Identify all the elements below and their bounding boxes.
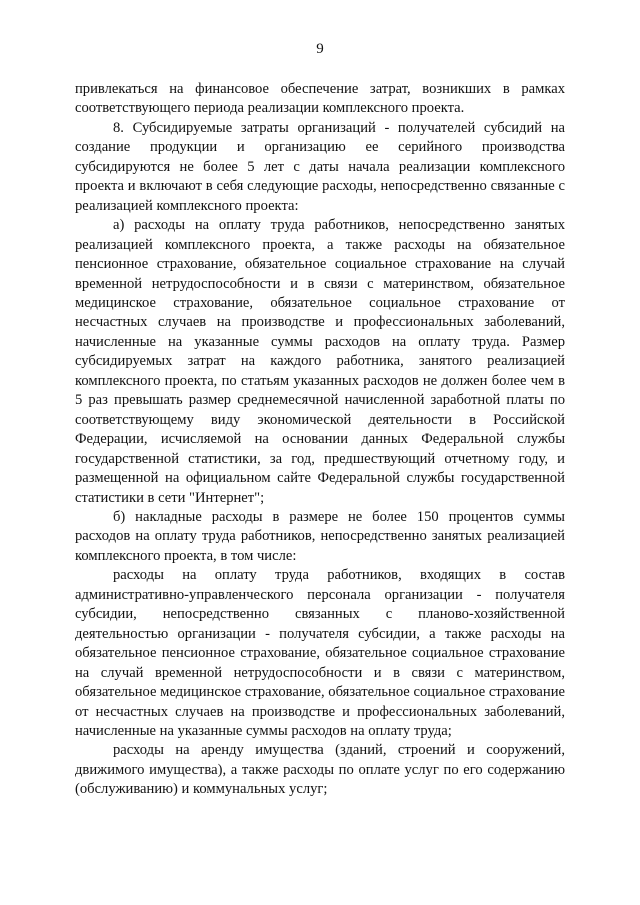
paragraph-rent-costs: расходы на аренду имущества (зданий, строений и сооружений, движимого имущества), а также расходы по оплате услуг по его содержанию (обслуживанию) и коммунальных услуг; [75, 742, 565, 798]
paragraph-subitem-a: а) расходы на оплату труда работников, непосредственно занятых реализацией комплексного проекта, а также расходы на обязательное пенсионное страхование, обязательное социальное страхование на случай временной нетрудоспособности и в связи с материнством, обязательное медицинское страхование, обязательное социальное страхование от несчастных случаев на производстве и профессиональных заболеваний, начисленные на указанные суммы расходов на оплату труда. Размер субсидируемых затрат на каждого работника, занятого реализацией комплексного проекта, по статьям указанных расходов не должен более чем в 5 раз превышать размер среднемесячной начисленной заработной платы по соответствующему виду экономической деятельности в Российской Федерации, исчисляемой на основании данных Федеральной службы государственной статистики, за год, предшествующий отчетному году, и размещенной на официальном сайте Федеральной службы государственной статистики в сети "Интернет"; [75, 217, 565, 506]
paragraph-continuation: привлекаться на финансовое обеспечение затрат, возникших в рамках соответствующего периода реализации комплексного проекта. [75, 81, 565, 117]
paragraph-admin-staff-costs: расходы на оплату труда работников, входящих в состав административно-управленческого персонала организации - получателя субсидии, непосредственно связанных с планово-хозяйственной деятельностью организации - получателя субсидии, а также расходы на обязательное пенсионное страхование, обязательное социальное страхование на случай временной нетрудоспособности и в связи с материнством, обязательное медицинское страхование, обязательное социальное страхование от несчастных случаев на производстве и профессиональных заболеваний, начисленные на указанные суммы расходов на оплату труда; [75, 567, 565, 739]
paragraph-subitem-b: б) накладные расходы в размере не более 150 процентов суммы расходов на оплату труда работников, непосредственно занятых реализацией комплексного проекта, в том числе: [75, 508, 565, 564]
document-text [75, 80, 565, 800]
paragraph-item-8: 8. Субсидируемые затраты организаций - получателей субсидий на создание продукции и организацию ее серийного производства субсидируются не более 5 лет с даты начала реализации комплексного проекта и включают в себя следующие расходы, непосредственно связанные с реализацией комплексного проекта: [75, 119, 565, 214]
page-number: 9 [316, 41, 324, 57]
